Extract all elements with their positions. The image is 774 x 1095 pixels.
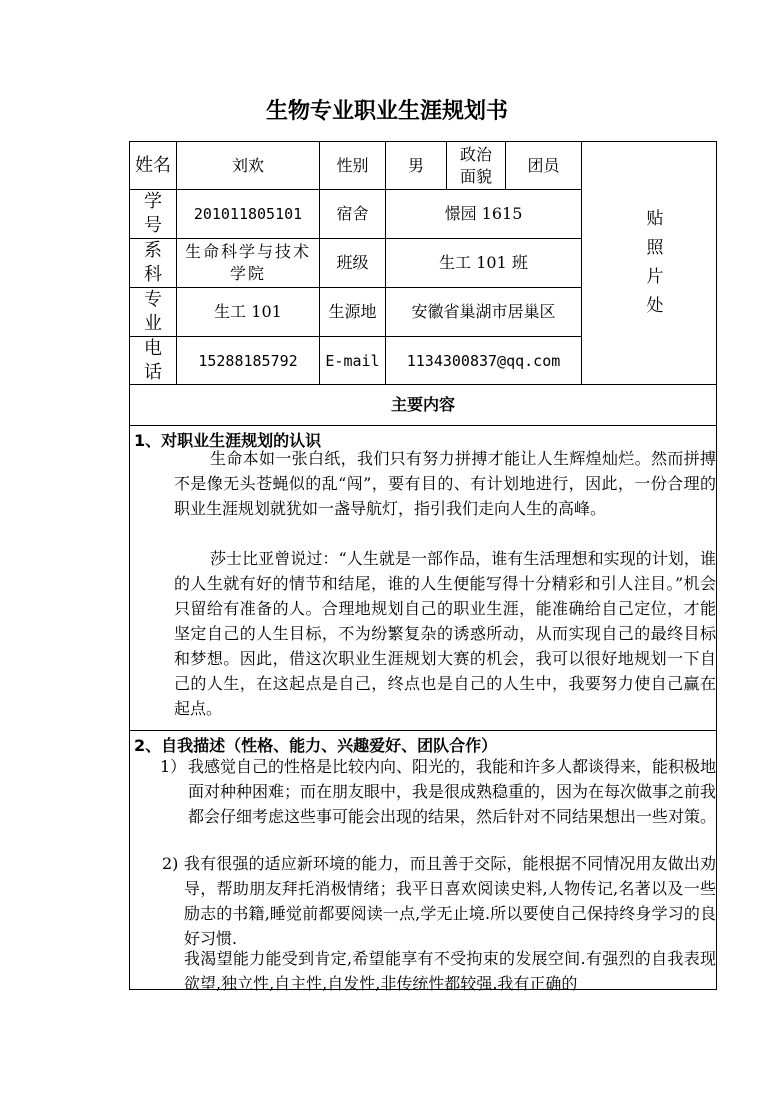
- section1-heading: 1、对职业生涯规划的认识: [134, 431, 322, 450]
- dept-label: 系科: [144, 240, 162, 285]
- item1-number: 1）: [160, 757, 187, 776]
- id-value: 201011805101: [193, 205, 303, 223]
- class-label: 班级: [336, 253, 369, 272]
- dept-value: 生命科学与技术学院: [184, 242, 311, 283]
- politics-label: 政治面貌: [459, 144, 492, 186]
- major-label: 专业: [144, 289, 162, 334]
- email-value: 1134300837@qq.com: [406, 351, 561, 370]
- dorm-value: 憬园 1615: [444, 204, 523, 223]
- email-label: E-mail: [325, 351, 380, 370]
- gender-value: 男: [407, 155, 424, 175]
- section2-item1: 我感觉自己的性格是比较内向、阳光的，我能和许多人都谈得来，能积极地面对种种困难；而在朋友眼中，我是很成熟稳重的，因为在每次做事之前我都会仔细考虑这些事可能会出现的结果，然后针对不同结果想出一些对策。: [188, 757, 717, 826]
- origin-label: 生源地: [328, 302, 377, 321]
- gender-label: 性别: [336, 155, 369, 175]
- section2-item2: 我有很强的适应新环境的能力，而且善于交际，能根据不同情况用友做出劝导，帮助朋友拜托消极情绪；我平日喜欢阅读史料,人物传记,名著以及一些励志的书籍,睡觉前都要阅读一点,学无止境.所以要使自己保持终身学习的良好习惯.: [184, 854, 716, 948]
- major-value: 生工 101: [214, 302, 282, 321]
- id-label: 学号: [144, 191, 162, 236]
- section2-heading: 2、自我描述（性格、能力、兴趣爱好、团队合作）: [134, 736, 498, 755]
- name-label: 姓名: [135, 154, 171, 176]
- section1-paragraph1: 生命本如一张白纸，我们只有努力拼搏才能让人生辉煌灿烂。然而拼搏不是像无头苍蝇似的乱“闯”，要有目的、有计划地进行，因此，一份合理的职业生涯规划就犹如一盏导航灯，指引我们走向人生的高峰。: [174, 449, 716, 518]
- item2-number: 2): [162, 854, 179, 873]
- origin-value: 安徽省巢湖市居巢区: [411, 302, 556, 321]
- phone-label: 电话: [144, 337, 162, 383]
- dorm-label: 宿舍: [336, 204, 369, 223]
- phone-value: 15288185792: [198, 351, 298, 370]
- class-value: 生工 101 班: [439, 253, 528, 272]
- politics-value: 团员: [527, 155, 560, 175]
- name-value: 刘欢: [231, 155, 264, 175]
- main-content-heading: 主要内容: [390, 395, 455, 414]
- section1-paragraph2: 莎士比亚曾说过：“人生就是一部作品，谁有生活理想和实现的计划，谁的人生就有好的情节和结尾，谁的人生便能写得十分精彩和引人注目。”机会只留给有准备的人。合理地规划自己的职业生涯，能准确给自己定位，才能坚定自己的人生目标，不为纷繁复杂的诱惑所动，从而实现自己的最终目标和梦想。因此，借这次职业生涯规划大赛的机会，我可以很好地规划一下自己的人生，在这起点是自己，终点也是自己的人生中，我要努力使自己赢在起点。: [174, 549, 716, 718]
- photo-placeholder: 贴照片处: [646, 209, 664, 316]
- document-title: 生物专业职业生涯规划书: [265, 99, 508, 124]
- section2-paragraph3: 我渴望能力能受到肯定,希望能享有不受拘束的发展空间.有强烈的自我表现欲望,独立性,自主性,自发性,非传统性都较强.我有正确的: [184, 949, 716, 993]
